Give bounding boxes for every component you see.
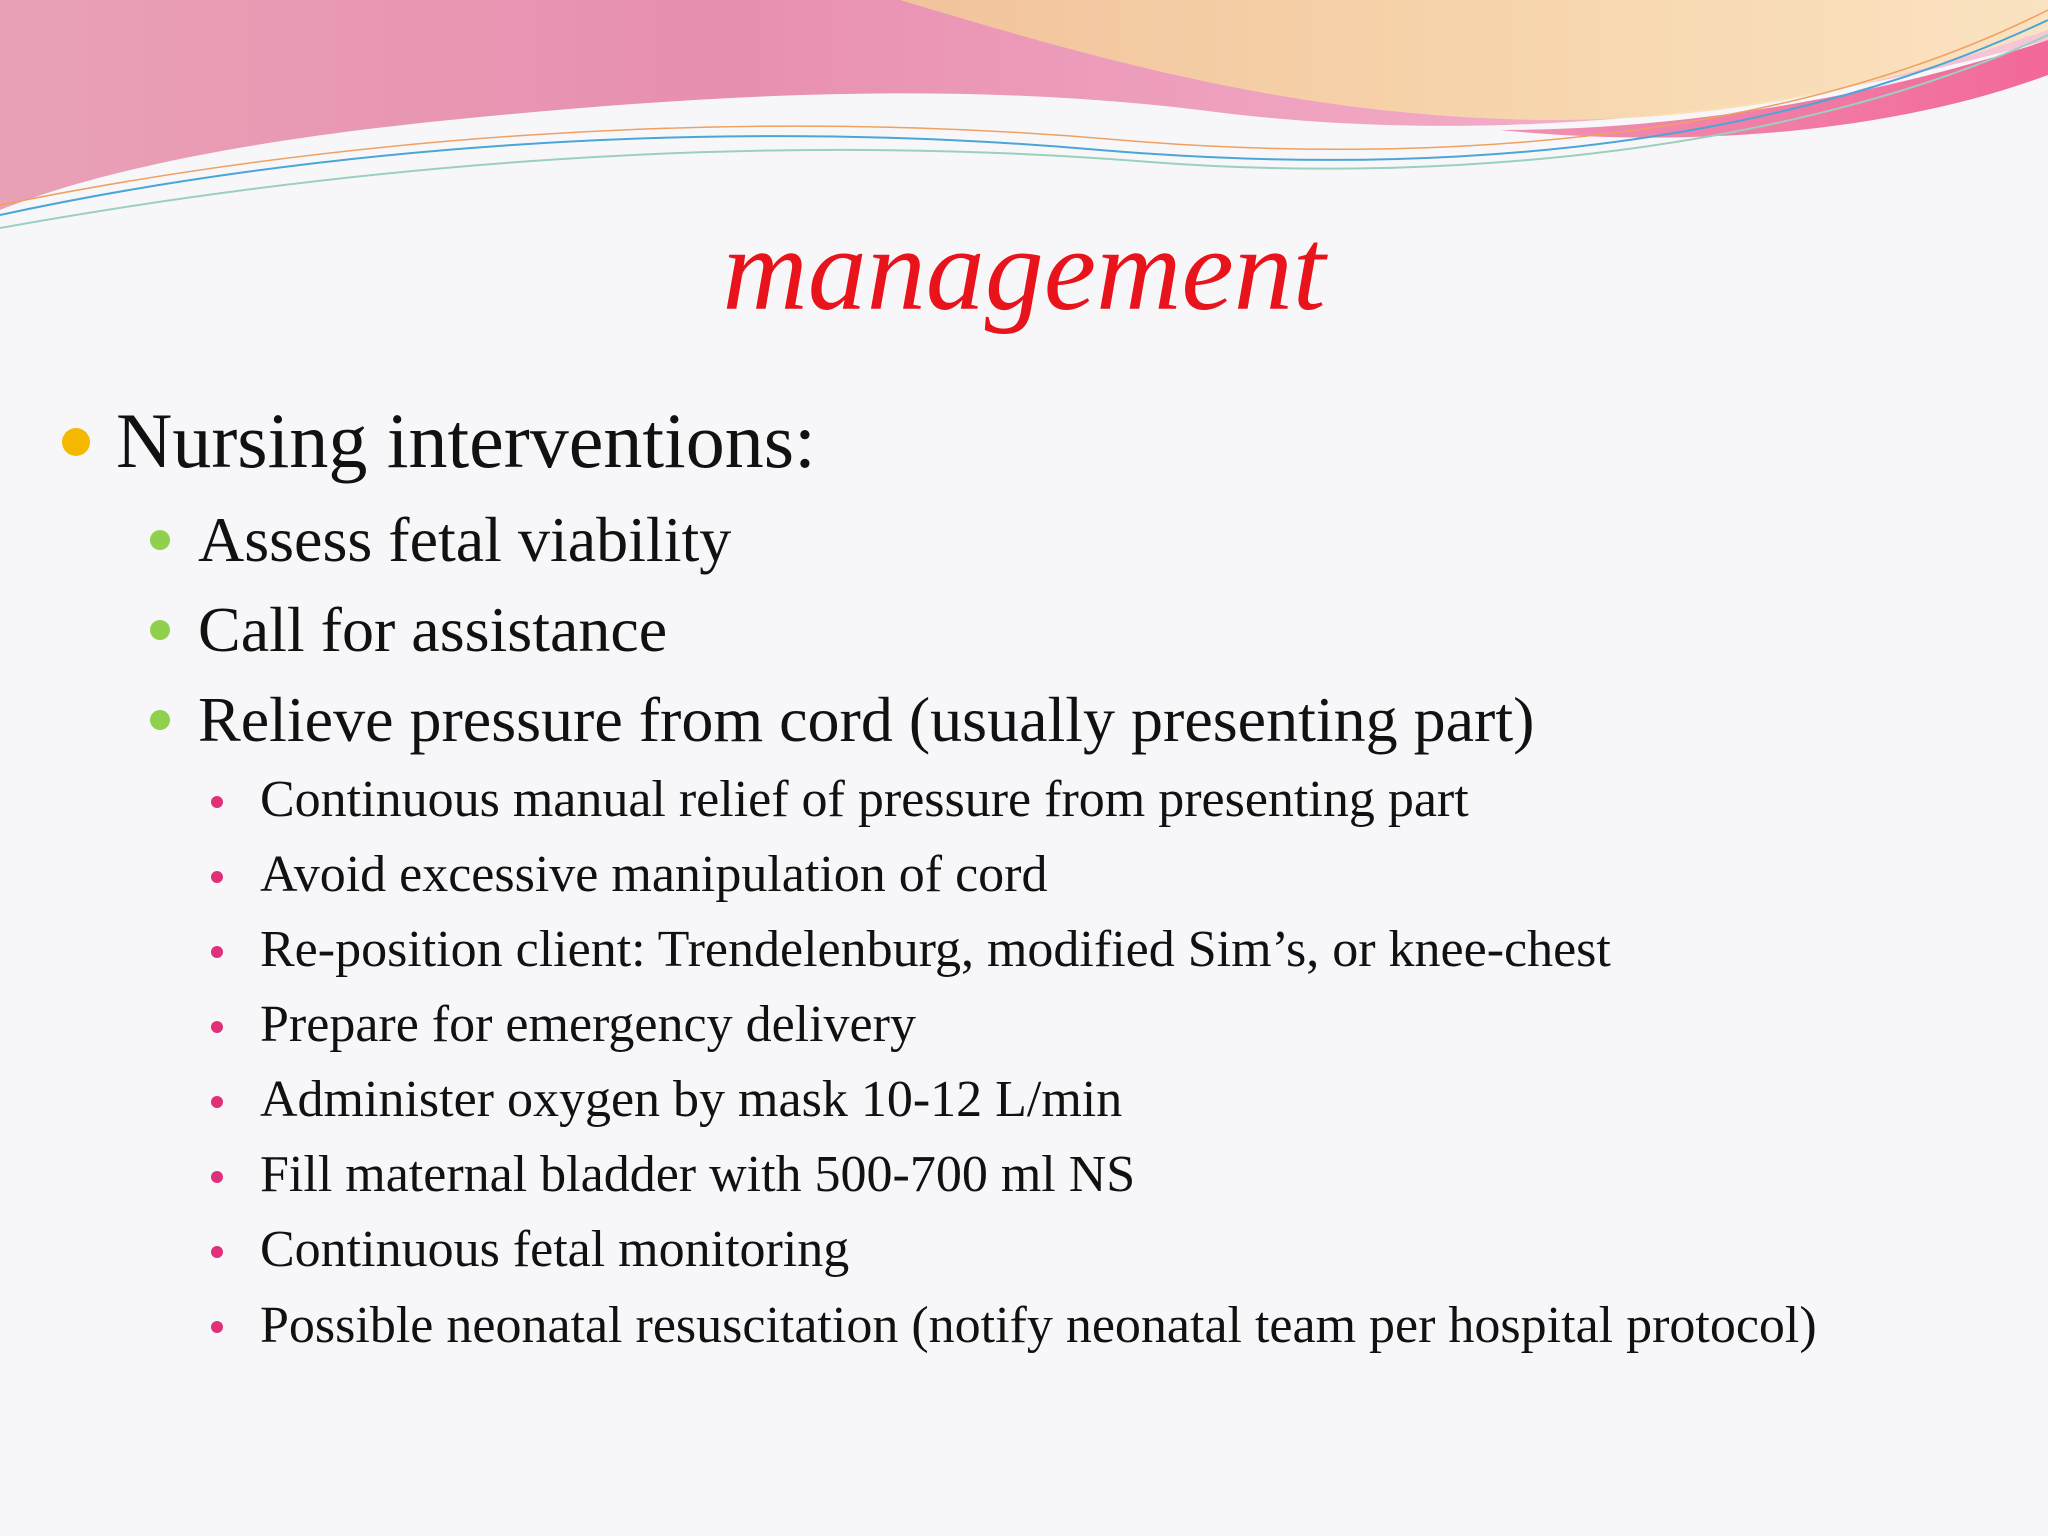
level2-bullet-icon <box>150 530 170 550</box>
detail-point: Possible neonatal resuscitation (notify neonatal team per hospital protocol) <box>260 1297 1817 1354</box>
level3-bullet-icon <box>211 946 223 958</box>
level3-bullet-icon <box>211 1171 223 1183</box>
detail-point: Avoid excessive manipulation of cord <box>260 846 1048 903</box>
detail-point: Prepare for emergency delivery <box>260 996 916 1053</box>
slide-title: management <box>722 204 1326 335</box>
level3-bullet-icon <box>211 871 223 883</box>
level2-bullet-icon <box>150 710 170 730</box>
sub-point: Call for assistance <box>198 594 668 665</box>
sub-point: Assess fetal viability <box>198 504 732 575</box>
detail-point: Administer oxygen by mask 10-12 L/min <box>260 1071 1123 1128</box>
level3-bullet-icon <box>211 1096 223 1108</box>
detail-point: Continuous manual relief of pressure from presenting part <box>260 771 1469 828</box>
detail-point: Re-position client: Trendelenburg, modified Sim’s, or knee-chest <box>260 921 1611 978</box>
level3-bullet-icon <box>211 1021 223 1033</box>
sub-point: Relieve pressure from cord (usually presenting part) <box>198 684 1535 755</box>
level3-bullet-icon <box>211 1321 223 1333</box>
level3-bullet-icon <box>211 796 223 808</box>
detail-point: Continuous fetal monitoring <box>260 1221 850 1278</box>
main-point: Nursing interventions: <box>116 397 816 484</box>
detail-point: Fill maternal bladder with 500-700 ml NS <box>260 1146 1136 1203</box>
level1-bullet-icon <box>62 428 90 456</box>
level3-bullet-icon <box>211 1246 223 1258</box>
level2-bullet-icon <box>150 620 170 640</box>
